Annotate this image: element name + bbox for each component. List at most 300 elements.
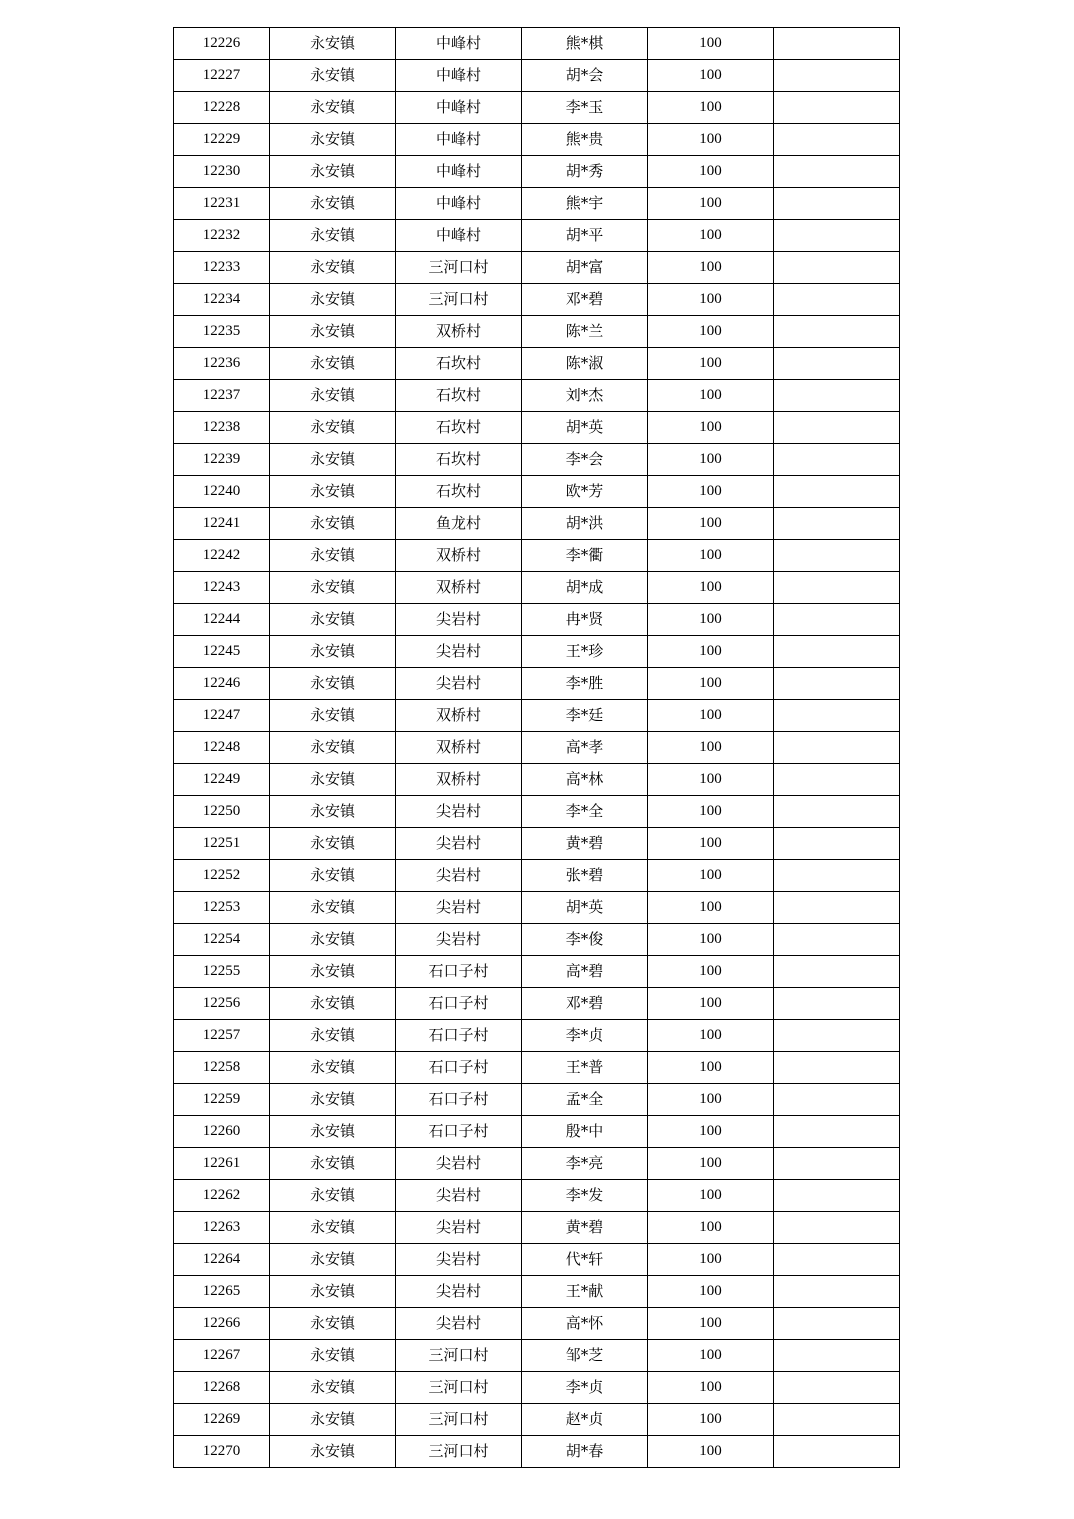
cell-note: [774, 572, 900, 604]
cell-serial-number: 12231: [174, 188, 270, 220]
cell-village: 石坎村: [396, 412, 522, 444]
cell-person-name: 李*亮: [522, 1148, 648, 1180]
cell-note: [774, 956, 900, 988]
cell-note: [774, 1052, 900, 1084]
cell-serial-number: 12263: [174, 1212, 270, 1244]
cell-note: [774, 860, 900, 892]
cell-village: 尖岩村: [396, 892, 522, 924]
table-row: [174, 124, 900, 156]
cell-serial-number: 12230: [174, 156, 270, 188]
cell-town: 永安镇: [270, 1308, 396, 1340]
cell-amount: 100: [648, 988, 774, 1020]
cell-serial-number: 12261: [174, 1148, 270, 1180]
cell-amount: 100: [648, 828, 774, 860]
table-row: [174, 828, 900, 860]
table-row: [174, 540, 900, 572]
cell-amount: 100: [648, 892, 774, 924]
cell-serial-number: 12264: [174, 1244, 270, 1276]
cell-serial-number: 12248: [174, 732, 270, 764]
cell-person-name: 高*林: [522, 764, 648, 796]
table-row: [174, 1308, 900, 1340]
cell-village: 石口子村: [396, 1020, 522, 1052]
cell-note: [774, 444, 900, 476]
table-row: [174, 92, 900, 124]
table-row: [174, 1436, 900, 1468]
cell-person-name: 李*会: [522, 444, 648, 476]
cell-note: [774, 636, 900, 668]
table-row: [174, 1244, 900, 1276]
cell-person-name: 冉*贤: [522, 604, 648, 636]
cell-village: 尖岩村: [396, 828, 522, 860]
cell-town: 永安镇: [270, 1084, 396, 1116]
cell-note: [774, 1180, 900, 1212]
cell-serial-number: 12254: [174, 924, 270, 956]
cell-serial-number: 12243: [174, 572, 270, 604]
cell-amount: 100: [648, 60, 774, 92]
cell-note: [774, 1084, 900, 1116]
cell-person-name: 邓*碧: [522, 284, 648, 316]
cell-amount: 100: [648, 540, 774, 572]
cell-note: [774, 892, 900, 924]
cell-amount: 100: [648, 1180, 774, 1212]
table-row: [174, 1116, 900, 1148]
cell-person-name: 胡*平: [522, 220, 648, 252]
cell-serial-number: 12256: [174, 988, 270, 1020]
cell-person-name: 王*普: [522, 1052, 648, 1084]
cell-serial-number: 12235: [174, 316, 270, 348]
cell-serial-number: 12260: [174, 1116, 270, 1148]
cell-town: 永安镇: [270, 124, 396, 156]
cell-person-name: 胡*秀: [522, 156, 648, 188]
cell-note: [774, 28, 900, 60]
cell-serial-number: 12242: [174, 540, 270, 572]
cell-amount: 100: [648, 668, 774, 700]
cell-person-name: 李*玉: [522, 92, 648, 124]
cell-serial-number: 12246: [174, 668, 270, 700]
cell-village: 尖岩村: [396, 1148, 522, 1180]
cell-amount: 100: [648, 124, 774, 156]
cell-village: 双桥村: [396, 732, 522, 764]
cell-serial-number: 12255: [174, 956, 270, 988]
cell-person-name: 陈*淑: [522, 348, 648, 380]
cell-person-name: 李*全: [522, 796, 648, 828]
cell-amount: 100: [648, 1308, 774, 1340]
cell-person-name: 王*献: [522, 1276, 648, 1308]
cell-person-name: 高*碧: [522, 956, 648, 988]
table-row: [174, 1052, 900, 1084]
cell-amount: 100: [648, 1340, 774, 1372]
cell-person-name: 李*胜: [522, 668, 648, 700]
table-row: [174, 572, 900, 604]
table-row: [174, 316, 900, 348]
cell-serial-number: 12259: [174, 1084, 270, 1116]
cell-amount: 100: [648, 1244, 774, 1276]
table-row: [174, 1020, 900, 1052]
cell-serial-number: 12250: [174, 796, 270, 828]
table-row: [174, 1084, 900, 1116]
cell-serial-number: 12268: [174, 1372, 270, 1404]
cell-serial-number: 12251: [174, 828, 270, 860]
cell-serial-number: 12237: [174, 380, 270, 412]
cell-town: 永安镇: [270, 956, 396, 988]
cell-town: 永安镇: [270, 316, 396, 348]
table-row: [174, 348, 900, 380]
table-row: [174, 892, 900, 924]
cell-amount: 100: [648, 1372, 774, 1404]
cell-serial-number: 12241: [174, 508, 270, 540]
table-row: [174, 732, 900, 764]
cell-town: 永安镇: [270, 156, 396, 188]
cell-amount: 100: [648, 1436, 774, 1468]
cell-note: [774, 1020, 900, 1052]
cell-amount: 100: [648, 764, 774, 796]
cell-town: 永安镇: [270, 700, 396, 732]
cell-note: [774, 476, 900, 508]
cell-person-name: 邹*芝: [522, 1340, 648, 1372]
cell-amount: 100: [648, 380, 774, 412]
table-row: [174, 508, 900, 540]
cell-amount: 100: [648, 572, 774, 604]
cell-note: [774, 796, 900, 828]
cell-person-name: 李*贞: [522, 1372, 648, 1404]
cell-person-name: 李*廷: [522, 700, 648, 732]
cell-person-name: 李*贞: [522, 1020, 648, 1052]
cell-amount: 100: [648, 732, 774, 764]
cell-person-name: 邓*碧: [522, 988, 648, 1020]
cell-village: 尖岩村: [396, 796, 522, 828]
cell-serial-number: 12252: [174, 860, 270, 892]
cell-person-name: 高*孝: [522, 732, 648, 764]
cell-amount: 100: [648, 604, 774, 636]
cell-amount: 100: [648, 508, 774, 540]
cell-town: 永安镇: [270, 764, 396, 796]
cell-town: 永安镇: [270, 1276, 396, 1308]
cell-amount: 100: [648, 860, 774, 892]
table-row: [174, 956, 900, 988]
document-page: [173, 27, 900, 1468]
cell-village: 尖岩村: [396, 1212, 522, 1244]
cell-note: [774, 1276, 900, 1308]
cell-serial-number: 12265: [174, 1276, 270, 1308]
cell-town: 永安镇: [270, 1180, 396, 1212]
cell-town: 永安镇: [270, 412, 396, 444]
cell-village: 尖岩村: [396, 636, 522, 668]
cell-town: 永安镇: [270, 1212, 396, 1244]
cell-person-name: 胡*富: [522, 252, 648, 284]
cell-village: 尖岩村: [396, 924, 522, 956]
cell-village: 三河口村: [396, 252, 522, 284]
cell-village: 尖岩村: [396, 1180, 522, 1212]
cell-village: 尖岩村: [396, 668, 522, 700]
cell-village: 石坎村: [396, 444, 522, 476]
cell-town: 永安镇: [270, 1436, 396, 1468]
cell-note: [774, 540, 900, 572]
cell-village: 中峰村: [396, 28, 522, 60]
cell-serial-number: 12234: [174, 284, 270, 316]
cell-town: 永安镇: [270, 892, 396, 924]
cell-village: 石口子村: [396, 1116, 522, 1148]
table-row: [174, 604, 900, 636]
cell-town: 永安镇: [270, 540, 396, 572]
cell-person-name: 熊*宇: [522, 188, 648, 220]
cell-town: 永安镇: [270, 508, 396, 540]
cell-amount: 100: [648, 1276, 774, 1308]
cell-town: 永安镇: [270, 188, 396, 220]
cell-note: [774, 188, 900, 220]
cell-serial-number: 12232: [174, 220, 270, 252]
cell-serial-number: 12266: [174, 1308, 270, 1340]
cell-town: 永安镇: [270, 1052, 396, 1084]
cell-amount: 100: [648, 1404, 774, 1436]
cell-amount: 100: [648, 1148, 774, 1180]
cell-village: 石坎村: [396, 348, 522, 380]
cell-serial-number: 12245: [174, 636, 270, 668]
table-row: [174, 636, 900, 668]
cell-amount: 100: [648, 188, 774, 220]
cell-town: 永安镇: [270, 380, 396, 412]
table-row: [174, 988, 900, 1020]
cell-serial-number: 12267: [174, 1340, 270, 1372]
cell-person-name: 代*轩: [522, 1244, 648, 1276]
cell-person-name: 殷*中: [522, 1116, 648, 1148]
cell-person-name: 张*碧: [522, 860, 648, 892]
cell-amount: 100: [648, 316, 774, 348]
cell-amount: 100: [648, 348, 774, 380]
cell-town: 永安镇: [270, 284, 396, 316]
table-row: [174, 924, 900, 956]
cell-amount: 100: [648, 1116, 774, 1148]
cell-serial-number: 12244: [174, 604, 270, 636]
cell-note: [774, 924, 900, 956]
cell-amount: 100: [648, 1084, 774, 1116]
cell-town: 永安镇: [270, 668, 396, 700]
cell-town: 永安镇: [270, 92, 396, 124]
cell-note: [774, 348, 900, 380]
cell-town: 永安镇: [270, 60, 396, 92]
cell-note: [774, 380, 900, 412]
cell-town: 永安镇: [270, 1372, 396, 1404]
cell-person-name: 王*珍: [522, 636, 648, 668]
cell-amount: 100: [648, 700, 774, 732]
cell-amount: 100: [648, 252, 774, 284]
cell-amount: 100: [648, 924, 774, 956]
cell-note: [774, 92, 900, 124]
table-row: [174, 252, 900, 284]
cell-amount: 100: [648, 1020, 774, 1052]
cell-serial-number: 12269: [174, 1404, 270, 1436]
cell-town: 永安镇: [270, 1244, 396, 1276]
cell-person-name: 陈*兰: [522, 316, 648, 348]
cell-serial-number: 12249: [174, 764, 270, 796]
cell-village: 三河口村: [396, 1436, 522, 1468]
cell-village: 三河口村: [396, 1372, 522, 1404]
cell-town: 永安镇: [270, 732, 396, 764]
cell-note: [774, 604, 900, 636]
cell-amount: 100: [648, 636, 774, 668]
cell-town: 永安镇: [270, 476, 396, 508]
cell-town: 永安镇: [270, 1340, 396, 1372]
cell-town: 永安镇: [270, 860, 396, 892]
cell-amount: 100: [648, 444, 774, 476]
cell-person-name: 刘*杰: [522, 380, 648, 412]
cell-village: 石口子村: [396, 988, 522, 1020]
cell-note: [774, 60, 900, 92]
cell-village: 中峰村: [396, 124, 522, 156]
table-row: [174, 412, 900, 444]
cell-person-name: 熊*贵: [522, 124, 648, 156]
cell-village: 中峰村: [396, 60, 522, 92]
cell-village: 双桥村: [396, 700, 522, 732]
cell-town: 永安镇: [270, 1020, 396, 1052]
cell-village: 尖岩村: [396, 604, 522, 636]
cell-village: 双桥村: [396, 764, 522, 796]
cell-village: 三河口村: [396, 284, 522, 316]
cell-note: [774, 828, 900, 860]
cell-amount: 100: [648, 28, 774, 60]
cell-village: 双桥村: [396, 572, 522, 604]
cell-serial-number: 12236: [174, 348, 270, 380]
cell-note: [774, 124, 900, 156]
cell-note: [774, 412, 900, 444]
cell-note: [774, 220, 900, 252]
cell-note: [774, 508, 900, 540]
cell-village: 鱼龙村: [396, 508, 522, 540]
cell-village: 中峰村: [396, 220, 522, 252]
table-row: [174, 1180, 900, 1212]
cell-note: [774, 988, 900, 1020]
cell-serial-number: 12226: [174, 28, 270, 60]
table-row: [174, 860, 900, 892]
cell-amount: 100: [648, 284, 774, 316]
cell-town: 永安镇: [270, 220, 396, 252]
cell-amount: 100: [648, 92, 774, 124]
table-row: [174, 764, 900, 796]
table-row: [174, 28, 900, 60]
cell-town: 永安镇: [270, 604, 396, 636]
cell-village: 石口子村: [396, 1084, 522, 1116]
cell-serial-number: 12257: [174, 1020, 270, 1052]
cell-person-name: 胡*英: [522, 892, 648, 924]
cell-village: 尖岩村: [396, 1276, 522, 1308]
cell-town: 永安镇: [270, 444, 396, 476]
cell-village: 尖岩村: [396, 1244, 522, 1276]
cell-amount: 100: [648, 156, 774, 188]
cell-village: 中峰村: [396, 188, 522, 220]
cell-town: 永安镇: [270, 636, 396, 668]
table-row: [174, 796, 900, 828]
cell-note: [774, 316, 900, 348]
cell-note: [774, 1148, 900, 1180]
cell-note: [774, 1436, 900, 1468]
roster-table: [173, 27, 900, 1468]
cell-serial-number: 12227: [174, 60, 270, 92]
cell-note: [774, 156, 900, 188]
cell-person-name: 胡*洪: [522, 508, 648, 540]
table-row: [174, 1404, 900, 1436]
cell-note: [774, 1244, 900, 1276]
table-row: [174, 444, 900, 476]
cell-person-name: 胡*会: [522, 60, 648, 92]
cell-town: 永安镇: [270, 348, 396, 380]
cell-person-name: 胡*成: [522, 572, 648, 604]
cell-person-name: 黄*碧: [522, 1212, 648, 1244]
cell-town: 永安镇: [270, 1404, 396, 1436]
cell-serial-number: 12229: [174, 124, 270, 156]
cell-town: 永安镇: [270, 1116, 396, 1148]
table-row: [174, 60, 900, 92]
cell-person-name: 熊*棋: [522, 28, 648, 60]
cell-serial-number: 12247: [174, 700, 270, 732]
cell-village: 双桥村: [396, 316, 522, 348]
cell-serial-number: 12238: [174, 412, 270, 444]
cell-note: [774, 732, 900, 764]
roster-table-body: [174, 28, 900, 1468]
table-row: [174, 700, 900, 732]
cell-serial-number: 12239: [174, 444, 270, 476]
cell-amount: 100: [648, 956, 774, 988]
cell-person-name: 赵*贞: [522, 1404, 648, 1436]
cell-note: [774, 1372, 900, 1404]
cell-person-name: 胡*春: [522, 1436, 648, 1468]
cell-note: [774, 700, 900, 732]
cell-person-name: 胡*英: [522, 412, 648, 444]
table-row: [174, 188, 900, 220]
cell-person-name: 李*衢: [522, 540, 648, 572]
cell-village: 中峰村: [396, 156, 522, 188]
cell-village: 尖岩村: [396, 1308, 522, 1340]
cell-amount: 100: [648, 796, 774, 828]
cell-town: 永安镇: [270, 252, 396, 284]
table-row: [174, 1148, 900, 1180]
table-row: [174, 156, 900, 188]
table-row: [174, 476, 900, 508]
cell-village: 石坎村: [396, 476, 522, 508]
table-row: [174, 1340, 900, 1372]
table-row: [174, 1276, 900, 1308]
cell-village: 三河口村: [396, 1340, 522, 1372]
cell-village: 三河口村: [396, 1404, 522, 1436]
cell-person-name: 高*怀: [522, 1308, 648, 1340]
cell-note: [774, 764, 900, 796]
cell-village: 双桥村: [396, 540, 522, 572]
cell-amount: 100: [648, 220, 774, 252]
cell-person-name: 李*发: [522, 1180, 648, 1212]
cell-person-name: 欧*芳: [522, 476, 648, 508]
cell-town: 永安镇: [270, 572, 396, 604]
cell-note: [774, 1340, 900, 1372]
cell-person-name: 李*俊: [522, 924, 648, 956]
table-row: [174, 220, 900, 252]
cell-serial-number: 12253: [174, 892, 270, 924]
cell-serial-number: 12258: [174, 1052, 270, 1084]
cell-amount: 100: [648, 412, 774, 444]
cell-town: 永安镇: [270, 988, 396, 1020]
table-row: [174, 380, 900, 412]
cell-serial-number: 12240: [174, 476, 270, 508]
cell-village: 尖岩村: [396, 860, 522, 892]
cell-village: 石口子村: [396, 956, 522, 988]
cell-village: 石坎村: [396, 380, 522, 412]
cell-serial-number: 12233: [174, 252, 270, 284]
cell-town: 永安镇: [270, 796, 396, 828]
cell-amount: 100: [648, 1212, 774, 1244]
table-row: [174, 1212, 900, 1244]
cell-serial-number: 12270: [174, 1436, 270, 1468]
cell-village: 中峰村: [396, 92, 522, 124]
cell-note: [774, 284, 900, 316]
cell-amount: 100: [648, 1052, 774, 1084]
cell-note: [774, 252, 900, 284]
